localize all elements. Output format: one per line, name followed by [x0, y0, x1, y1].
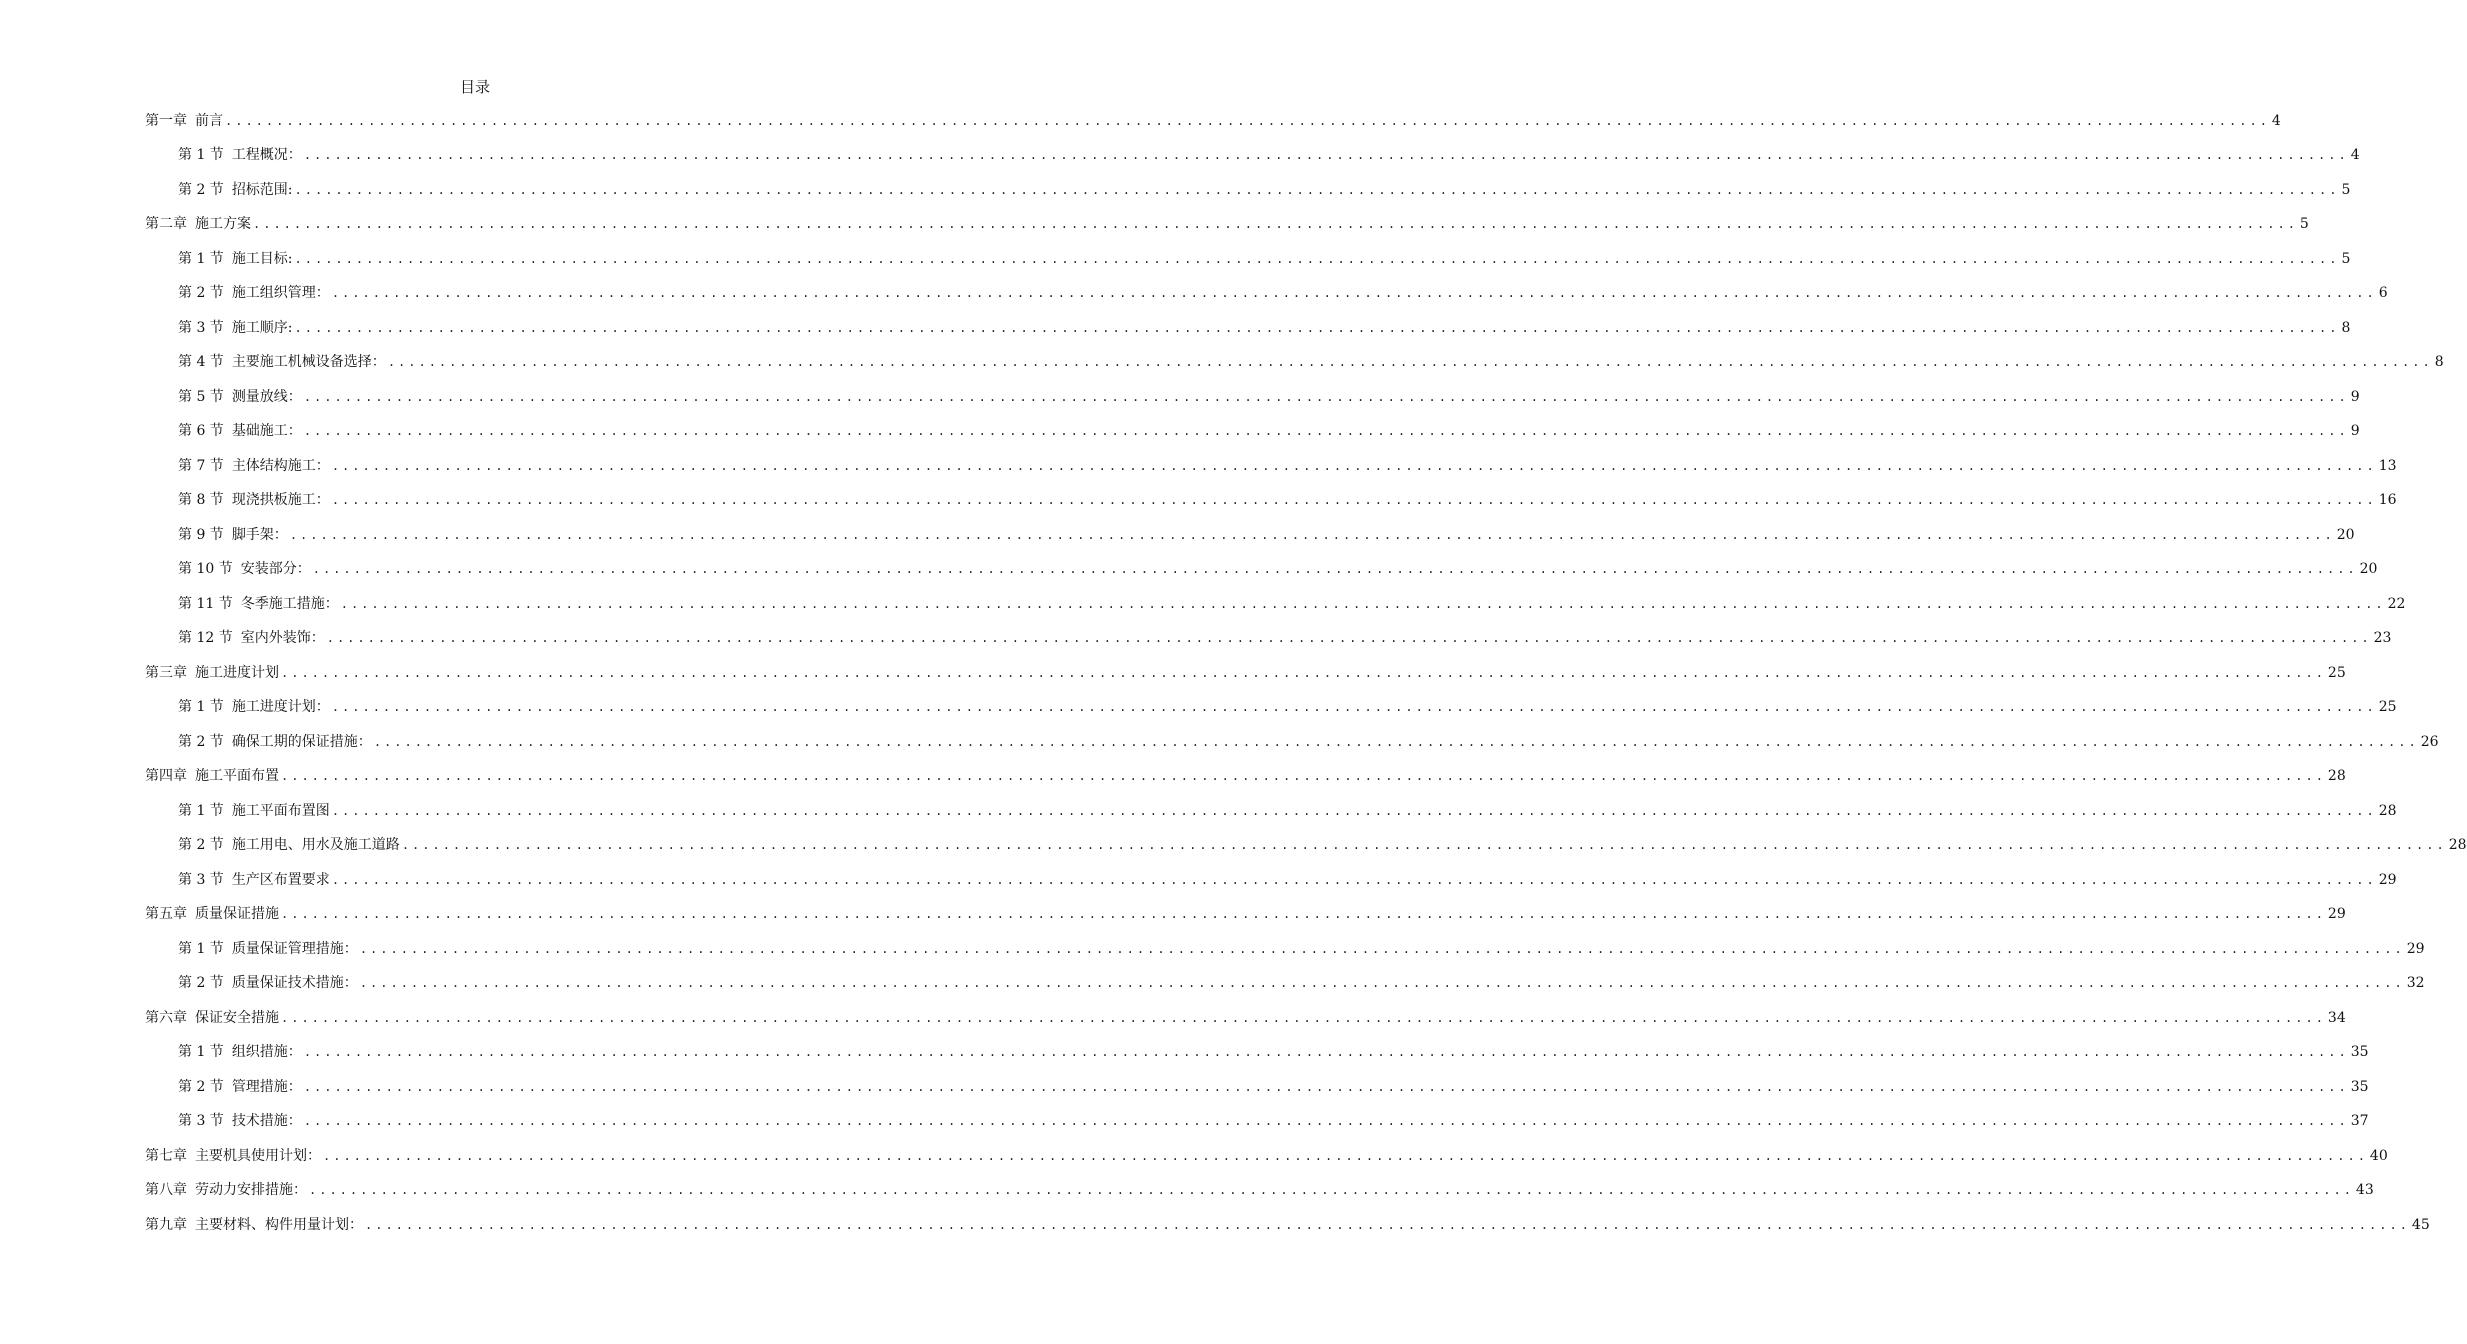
toc-section-entry[interactable] [145, 1097, 2369, 1132]
toc-section-entry[interactable] [145, 441, 2397, 476]
dot-leader: ........................................................................................................................................................................................................ [309, 1183, 2354, 1197]
dot-leader: ........................................................................................................................................................................................................ [225, 113, 2270, 128]
dot-leader: ........................................................................................................................................................................................................ [303, 389, 2349, 404]
toc-entry-title: 主要机具使用计划： [195, 1147, 321, 1164]
toc-section-entry[interactable] [145, 545, 2378, 580]
toc-entry-title: 质量保证措施 [195, 906, 279, 922]
toc-entry-title: 劳动力安排措施： [195, 1182, 307, 1198]
toc-entry-page-number: 8 [2341, 319, 2351, 336]
toc-section-entry[interactable] [145, 269, 2388, 304]
toc-entry-number: 第 1 节 [178, 699, 224, 715]
toc-entry-number: 第 1 节 [178, 147, 224, 163]
dot-leader: ........................................................................................................................................................................................................ [373, 734, 2419, 749]
toc-entry-number: 第九章 [145, 1216, 187, 1233]
toc-entry-page-number: 45 [2411, 1216, 2430, 1233]
toc-entry-label [178, 939, 358, 959]
dot-leader: ........................................................................................................................................................................................................ [281, 907, 2326, 921]
toc-entry-label [178, 801, 330, 821]
toc-entry-title: 保证安全措施 [195, 1009, 279, 1026]
toc-entry-number: 第 10 节 [178, 561, 233, 577]
dot-leader: ........................................................................................................................................................................................................ [289, 527, 2335, 542]
toc-entry-label [178, 525, 288, 545]
toc-section-entry[interactable] [145, 614, 2392, 649]
toc-entry-page-number: 35 [2350, 1078, 2369, 1095]
toc-entry-title: 施工用电、用水及施工道路 [231, 837, 400, 853]
toc-entry-label [178, 180, 293, 200]
dot-leader: ........................................................................................................................................................................................................ [401, 838, 2447, 852]
toc-entry-title: 基础施工： [231, 423, 302, 439]
toc-chapter-entry[interactable] [145, 200, 2309, 235]
toc-entry-page-number: 13 [2378, 457, 2397, 474]
dot-leader: ........................................................................................................................................................................................................ [340, 596, 2386, 611]
dot-leader: ........................................................................................................................................................................................................ [281, 665, 2326, 680]
dot-leader: ........................................................................................................................................................................................................ [303, 1045, 2349, 1059]
dot-leader: ........................................................................................................................................................................................................ [303, 424, 2349, 438]
toc-entry-page-number: 5 [2341, 250, 2351, 267]
dot-leader: ........................................................................................................................................................................................................ [331, 872, 2377, 887]
toc-entry-page-number: 28 [2448, 837, 2467, 853]
toc-section-entry[interactable] [145, 234, 2351, 269]
toc-entry-page-number: 5 [2341, 181, 2351, 198]
toc-entry-page-number: 37 [2350, 1113, 2369, 1129]
dot-leader: ........................................................................................................................................................................................................ [331, 286, 2377, 300]
dot-leader: ........................................................................................................................................................................................................ [294, 251, 2340, 266]
toc-entry-label [178, 628, 325, 648]
toc-entry-title: 主体结构施工： [231, 457, 330, 474]
toc-entry-title: 施工目标: [231, 250, 293, 267]
toc-section-entry[interactable] [145, 510, 2355, 545]
toc-entry-label [178, 1077, 302, 1097]
toc-entry-page-number: 4 [2350, 147, 2360, 163]
toc-entry-number: 第四章 [145, 768, 187, 784]
toc-entry-page-number: 32 [2406, 975, 2425, 991]
toc-entry-label [178, 318, 293, 338]
toc-entry-number: 第 1 节 [178, 250, 224, 267]
toc-chapter-entry[interactable] [145, 1131, 2388, 1166]
dot-leader: ........................................................................................................................................................................................................ [303, 1079, 2349, 1094]
toc-entry-label [145, 1146, 321, 1166]
toc-chapter-entry[interactable] [145, 1200, 2430, 1235]
toc-entry-title: 主要材料、构件用量计划： [195, 1216, 363, 1233]
toc-entry-label [145, 1215, 363, 1235]
toc-entry-title: 确保工期的保证措施： [231, 733, 372, 750]
toc-entry-label [145, 1180, 307, 1200]
toc-entry-number: 第 1 节 [178, 1044, 224, 1060]
toc-section-entry[interactable] [145, 717, 2439, 752]
toc-entry-label [178, 559, 311, 579]
toc-entry-title: 质量保证技术措施： [231, 975, 358, 991]
toc-chapter-entry[interactable] [145, 890, 2346, 925]
toc-section-entry[interactable] [145, 786, 2397, 821]
toc-section-entry[interactable] [145, 821, 2467, 856]
toc-entry-title: 室内外装饰： [240, 630, 325, 646]
dot-leader: ........................................................................................................................................................................................................ [312, 562, 2358, 576]
toc-entry-page-number: 29 [2327, 906, 2346, 922]
toc-entry-title: 施工方案 [195, 216, 251, 232]
toc-entry-title: 工程概况： [231, 147, 302, 163]
toc-entry-title: 组织措施： [231, 1044, 302, 1060]
toc-entry-title: 施工平面布置图 [231, 802, 330, 819]
toc-entry-page-number: 29 [2406, 940, 2425, 957]
toc-entry-label [145, 111, 223, 131]
toc-entry-title: 管理措施： [231, 1078, 302, 1095]
toc-entry-page-number: 20 [2359, 561, 2378, 577]
toc-entry-page-number: 4 [2271, 112, 2281, 129]
toc-section-entry[interactable] [145, 1028, 2369, 1063]
toc-entry-label [178, 1111, 302, 1131]
toc-entry-page-number: 8 [2434, 354, 2444, 370]
dot-leader: ........................................................................................................................................................................................................ [323, 1148, 2368, 1163]
toc-entry-label [178, 421, 302, 441]
dot-leader: ........................................................................................................................................................................................................ [303, 148, 2349, 162]
toc-entry-label [145, 663, 279, 683]
toc-entry-number: 第一章 [145, 112, 187, 129]
dot-leader: ........................................................................................................................................................................................................ [365, 1217, 2410, 1232]
toc-entry-page-number: 29 [2378, 871, 2397, 888]
toc-entry-page-number: 28 [2378, 802, 2397, 819]
toc-title: 目录 [459, 78, 490, 96]
dot-leader: ........................................................................................................................................................................................................ [331, 803, 2377, 818]
toc-section-entry[interactable] [145, 476, 2397, 511]
toc-entry-title: 质量保证管理措施： [231, 940, 358, 957]
toc-entry-number: 第七章 [145, 1147, 187, 1164]
toc-entry-label [178, 594, 339, 614]
toc-entry-label [178, 352, 386, 372]
toc-entry-number: 第 1 节 [178, 802, 224, 819]
toc-entry-label [178, 145, 302, 165]
toc-entry-label [178, 835, 400, 855]
toc-entry-label [178, 1042, 302, 1062]
dot-leader: ........................................................................................................................................................................................................ [281, 769, 2326, 783]
toc-entry-page-number: 16 [2378, 492, 2397, 508]
toc-entry-number: 第五章 [145, 906, 187, 922]
toc-entry-number: 第 2 节 [178, 837, 224, 853]
toc-entry-title: 现浇拱板施工： [231, 492, 330, 508]
toc-entry-number: 第 2 节 [178, 975, 224, 991]
toc-entry-label [178, 249, 293, 269]
toc-chapter-entry[interactable] [145, 993, 2346, 1028]
toc-section-entry[interactable] [145, 338, 2444, 373]
toc-entry-number: 第八章 [145, 1182, 187, 1198]
dot-leader: ........................................................................................................................................................................................................ [331, 700, 2377, 714]
dot-leader: ........................................................................................................................................................................................................ [331, 458, 2377, 473]
dot-leader: ........................................................................................................................................................................................................ [359, 941, 2405, 956]
toc-entry-page-number: 23 [2373, 630, 2392, 646]
dot-leader: ........................................................................................................................................................................................................ [331, 493, 2377, 507]
toc-entry-label [145, 1008, 279, 1028]
toc-entry-title: 主要施工机械设备选择： [231, 354, 386, 370]
toc-entry-label [178, 490, 330, 510]
toc-chapter-entry[interactable] [145, 1166, 2374, 1201]
toc-entry-number: 第 3 节 [178, 319, 224, 336]
toc-entry-page-number: 22 [2387, 595, 2406, 612]
toc-entry-number: 第 7 节 [178, 457, 224, 474]
dot-leader: ........................................................................................................................................................................................................ [294, 320, 2340, 335]
toc-entry-number: 第 12 节 [178, 630, 233, 646]
toc-entry-page-number: 25 [2378, 699, 2397, 715]
toc-section-entry[interactable] [145, 855, 2397, 890]
toc-entry-page-number: 6 [2378, 285, 2388, 301]
toc-entry-label [178, 456, 330, 476]
toc-entry-label [178, 697, 330, 717]
dot-leader: ........................................................................................................................................................................................................ [281, 1010, 2326, 1025]
toc-entry-number: 第 2 节 [178, 733, 224, 750]
toc-section-entry[interactable] [145, 131, 2360, 166]
toc-section-entry[interactable] [145, 165, 2351, 200]
toc-entry-number: 第 3 节 [178, 871, 224, 888]
toc-entry-label [178, 870, 330, 890]
toc-entry-title: 脚手架： [231, 526, 288, 543]
toc-entry-title: 施工进度计划 [195, 664, 279, 681]
toc-entry-number: 第 2 节 [178, 1078, 224, 1095]
toc-entry-label [145, 766, 279, 786]
toc-chapter-entry[interactable] [145, 96, 2281, 131]
toc-entry-title: 冬季施工措施： [240, 595, 339, 612]
toc-entry-title: 施工组织管理： [231, 285, 330, 301]
toc-entry-page-number: 40 [2369, 1147, 2388, 1164]
toc-entry-number: 第 3 节 [178, 1113, 224, 1129]
toc-entry-page-number: 9 [2350, 423, 2360, 439]
toc-entry-page-number: 43 [2355, 1182, 2374, 1198]
toc-chapter-entry[interactable] [145, 648, 2346, 683]
toc-section-entry[interactable] [145, 579, 2406, 614]
toc-entry-number: 第二章 [145, 216, 187, 232]
toc-entry-number: 第 6 节 [178, 423, 224, 439]
table-of-contents [145, 96, 2467, 1235]
toc-entry-number: 第六章 [145, 1009, 187, 1026]
dot-leader: ........................................................................................................................................................................................................ [253, 217, 2298, 231]
toc-section-entry[interactable] [145, 303, 2351, 338]
toc-section-entry[interactable] [145, 372, 2360, 407]
toc-entry-label [145, 214, 251, 234]
toc-entry-number: 第 9 节 [178, 526, 224, 543]
toc-entry-number: 第三章 [145, 664, 187, 681]
toc-entry-number: 第 11 节 [178, 595, 233, 612]
dot-leader: ........................................................................................................................................................................................................ [303, 1114, 2349, 1128]
toc-entry-number: 第 2 节 [178, 181, 224, 198]
toc-entry-label [178, 283, 330, 303]
toc-entry-title: 招标范围: [231, 181, 293, 198]
toc-section-entry[interactable] [145, 407, 2360, 442]
toc-entry-label [178, 973, 358, 993]
toc-chapter-entry[interactable] [145, 752, 2346, 787]
toc-entry-title: 施工顺序: [231, 319, 293, 336]
toc-section-entry[interactable] [145, 683, 2397, 718]
toc-entry-page-number: 9 [2350, 388, 2360, 405]
toc-entry-title: 施工平面布置 [195, 768, 279, 784]
toc-entry-number: 第 2 节 [178, 285, 224, 301]
toc-entry-title: 施工进度计划： [231, 699, 330, 715]
dot-leader: ........................................................................................................................................................................................................ [387, 355, 2433, 369]
toc-entry-title: 前言 [195, 112, 223, 129]
toc-entry-page-number: 20 [2336, 526, 2355, 543]
toc-entry-number: 第 1 节 [178, 940, 224, 957]
toc-section-entry[interactable] [145, 1062, 2369, 1097]
dot-leader: ........................................................................................................................................................................................................ [359, 976, 2405, 990]
toc-entry-page-number: 25 [2327, 664, 2346, 681]
toc-section-entry[interactable] [145, 959, 2425, 994]
toc-entry-label [178, 387, 302, 407]
toc-section-entry[interactable] [145, 924, 2425, 959]
toc-entry-page-number: 34 [2327, 1009, 2346, 1026]
toc-entry-title: 测量放线： [231, 388, 302, 405]
toc-entry-title: 技术措施： [231, 1113, 302, 1129]
toc-entry-number: 第 5 节 [178, 388, 224, 405]
toc-entry-number: 第 4 节 [178, 354, 224, 370]
toc-entry-number: 第 8 节 [178, 492, 224, 508]
toc-entry-page-number: 5 [2299, 216, 2309, 232]
toc-entry-title: 生产区布置要求 [231, 871, 330, 888]
toc-entry-page-number: 26 [2420, 733, 2439, 750]
dot-leader: ........................................................................................................................................................................................................ [294, 182, 2340, 197]
toc-entry-page-number: 28 [2327, 768, 2346, 784]
toc-entry-page-number: 35 [2350, 1044, 2369, 1060]
dot-leader: ........................................................................................................................................................................................................ [326, 631, 2372, 645]
toc-entry-title: 安装部分： [240, 561, 311, 577]
toc-entry-label [178, 732, 372, 752]
toc-entry-label [145, 904, 279, 924]
